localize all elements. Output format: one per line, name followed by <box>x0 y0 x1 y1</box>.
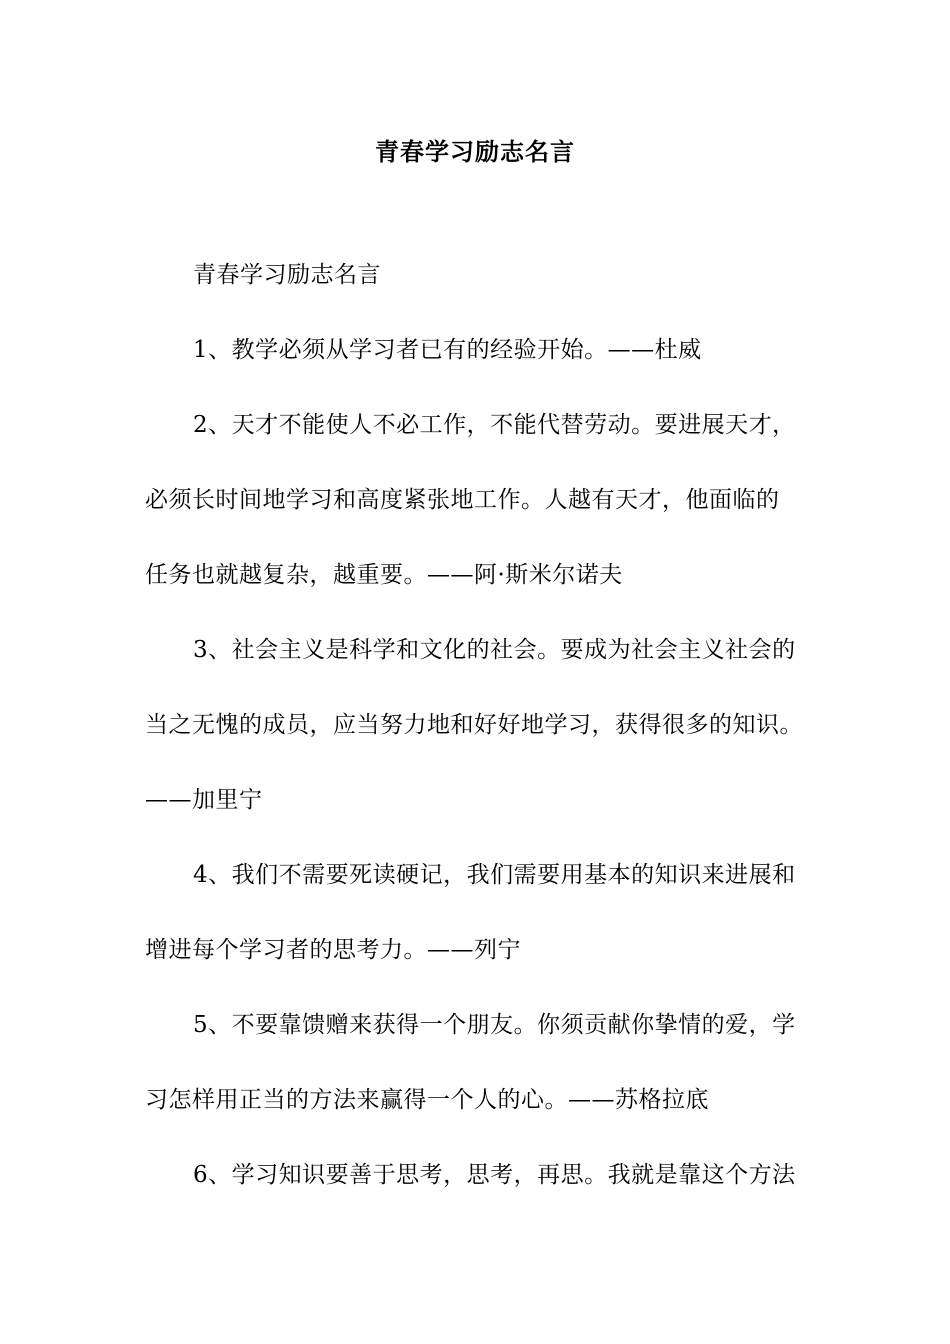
quote-3-line-3: ——加里宁 <box>145 787 263 813</box>
quote-2-line-1: 2、天才不能使人不必工作，不能代替劳动。要进展天才， <box>193 412 796 438</box>
quote-5-line-1: 5、不要靠馈赠来获得一个朋友。你须贡献你挚情的爱，学 <box>193 1012 796 1038</box>
quote-4-line-2: 增进每个学习者的思考力。——列宁 <box>145 937 521 963</box>
paragraph-heading: 青春学习励志名言 <box>193 262 381 288</box>
quote-2-line-2: 必须长时间地学习和高度紧张地工作。人越有天才，他面临的 <box>145 487 780 513</box>
quote-6-line-1: 6、学习知识要善于思考，思考，再思。我就是靠这个方法 <box>193 1162 796 1188</box>
quote-2-line-3: 任务也就越复杂，越重要。——阿·斯米尔诺夫 <box>145 562 623 588</box>
document-title: 青春学习励志名言 <box>375 137 575 166</box>
quote-4-line-1: 4、我们不需要死读硬记，我们需要用基本的知识来进展和 <box>193 862 796 888</box>
quote-3-line-2: 当之无愧的成员，应当努力地和好好地学习，获得很多的知识。 <box>145 712 803 738</box>
quote-1-line-1: 1、教学必须从学习者已有的经验开始。——杜威 <box>193 337 702 363</box>
quote-5-line-2: 习怎样用正当的方法来赢得一个人的心。——苏格拉底 <box>145 1087 709 1113</box>
quote-3-line-1: 3、社会主义是科学和文化的社会。要成为社会主义社会的 <box>193 637 796 663</box>
